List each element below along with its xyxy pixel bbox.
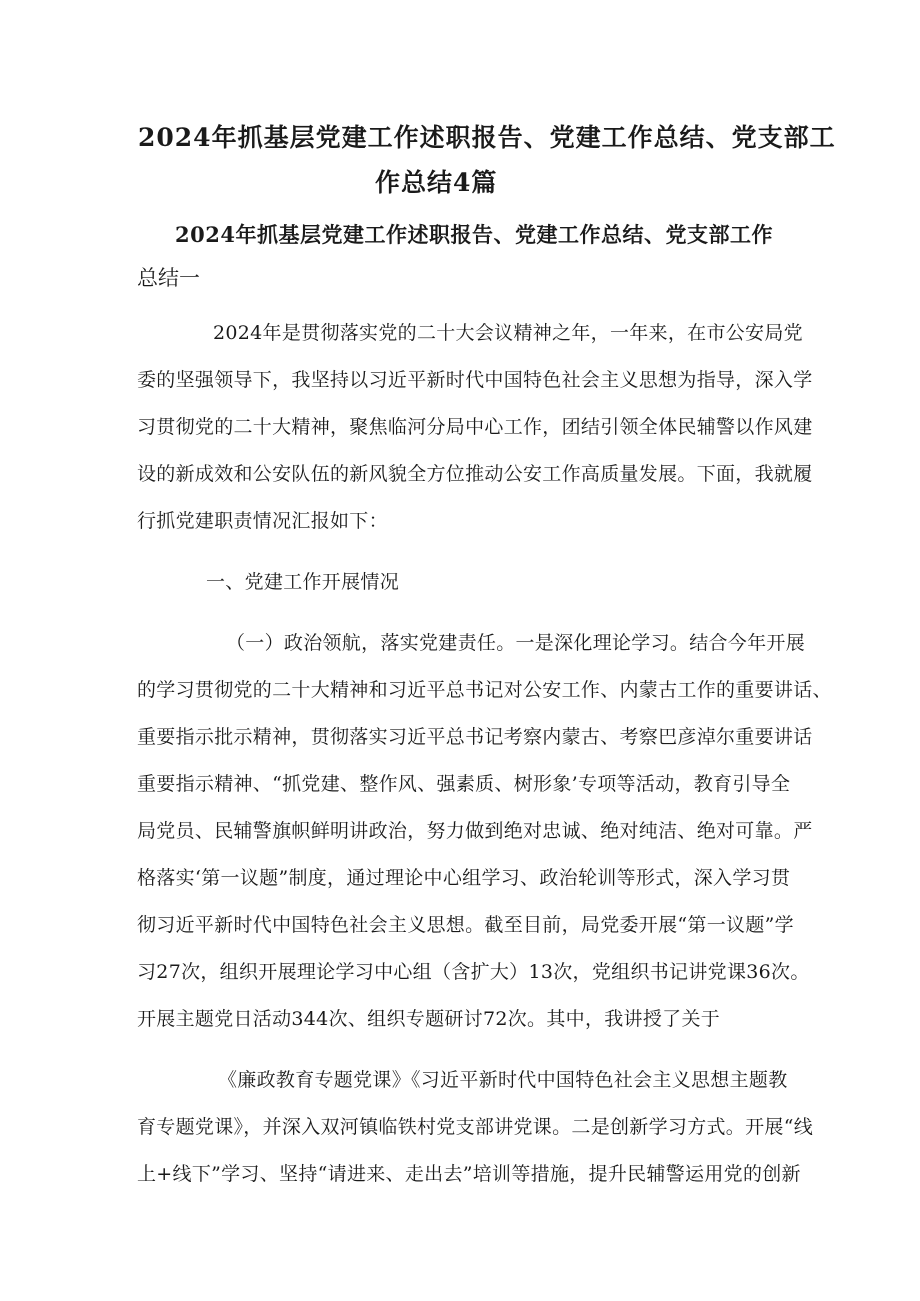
section-title-line-2: 总结一 xyxy=(137,266,200,290)
paragraph-line: （一）政治领航，落实党建责任。一是深化理论学习。结合今年开展 xyxy=(226,632,806,654)
paragraph-line: 《廉政教育专题党课》《习近平新时代中国特色社会主义思想主题教 xyxy=(218,1069,788,1091)
paragraph-line: 2024年是贯彻落实党的二十大会议精神之年，一年来，在市公安局党 xyxy=(213,322,803,344)
paragraph-line: 委的坚强领导下，我坚持以习近平新时代中国特色社会主义思想为指导，深入学 xyxy=(137,369,813,391)
paragraph-line: 行抓党建职责情况汇报如下： xyxy=(137,510,388,532)
paragraph-line: 重要指示精神、“抓党建、整作风、强素质、树形象’专项等活动，教育引导全 xyxy=(137,773,791,795)
paragraph-line: 开展主题党日活动344次、组织专题研讨72次。其中，我讲授了关于 xyxy=(137,1008,721,1030)
paragraph-line: 重要指示批示精神，贯彻落实习近平总书记考察内蒙古、考察巴彦淖尔重要讲话 xyxy=(137,726,813,748)
paragraph-line: 习27次，组织开展理论学习中心组（含扩大）13次，党组织书记讲党课36次。 xyxy=(137,961,810,983)
paragraph-line: 格落实‘第一议题”制度，通过理论中心组学习、政治轮训等形式，深入学习贯 xyxy=(137,867,791,889)
paragraph-line: 的学习贯彻党的二十大精神和习近平总书记对公安工作、内蒙古工作的重要讲话、 xyxy=(137,679,832,701)
paragraph-line: 上+线下”学习、坚持“请进来、走出去”培训等措施，提升民辅警运用党的创新 xyxy=(137,1163,801,1185)
paragraph-line: 设的新成效和公安队伍的新风貌全方位推动公安工作高质量发展。下面，我就履 xyxy=(137,463,813,485)
paragraph-line: 育专题党课》，并深入双河镇临铁村党支部讲党课。二是创新学习方式。开展“线 xyxy=(137,1116,814,1138)
document-title-line-1: 2024年抓基层党建工作述职报告、党建工作总结、党支部工 xyxy=(138,123,836,152)
document-title-line-2: 作总结4篇 xyxy=(375,168,498,197)
paragraph-line: 局党员、民辅警旗帜鲜明讲政治，努力做到绝对忠诚、绝对纯洁、绝对可靠。严 xyxy=(137,820,813,842)
paragraph-line: 彻习近平新时代中国特色社会主义思想。截至目前，局党委开展“第一议题”学 xyxy=(137,914,794,936)
paragraph-line: 习贯彻党的二十大精神，聚焦临河分局中心工作，团结引领全体民辅警以作风建 xyxy=(137,416,813,438)
section-heading: 一、党建工作开展情况 xyxy=(206,571,400,593)
section-title-line-1: 2024年抓基层党建工作述职报告、党建工作总结、党支部工作 xyxy=(175,222,773,247)
